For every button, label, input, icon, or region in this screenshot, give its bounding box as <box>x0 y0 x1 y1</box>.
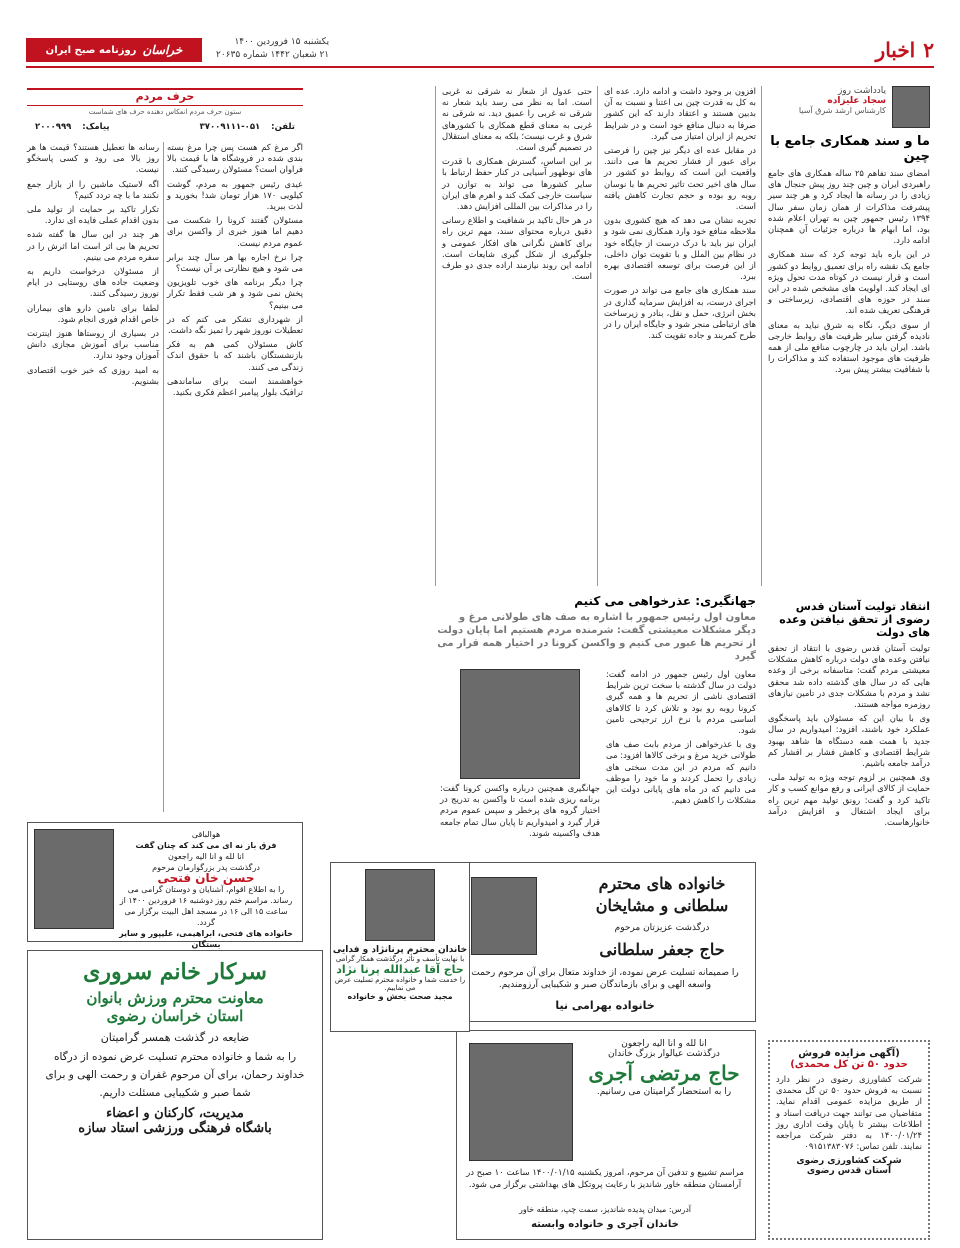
people-message: اگه لاستیک ماشین را از بازار جمع نکنند ما با چه تردد کنیم؟ <box>27 178 159 200</box>
phone-number: ۰۵۱-۳۷۰۰۹۱۱۱ <box>199 122 261 132</box>
jahangiri-paragraph: وی با عذرخواهی از مردم بابت صف های طولانی خرید مرغ و برخی کالاها افزود: می دانیم که مردم در این مدت سختی های زیادی را تحمل کردند و ما خود را موظف می دانیم که در ماه های پایانی دولت این مشکلات را کاهش دهیم. <box>606 739 756 806</box>
parinejad-signature: مجید صحت بخش و خانواده <box>347 992 453 1001</box>
ajori-signature: خاندان آجری و خانواده وابسته <box>531 1219 679 1230</box>
article-main-body <box>604 86 756 341</box>
people-message: خواهشمند است برای ساماندهی ترافیک بلوار پیامبر اعظم فکری بکنید. <box>167 375 303 398</box>
column-headline: ما و سند همکاری جامع با چین <box>770 134 930 164</box>
sms-number: ۲۰۰۰۹۹۹ <box>35 122 72 132</box>
astan-quds-paragraph: تولیت آستان قدس رضوی با انتقاد از تحقق نیافتن وعده های دولت درباره کاهش مشکلات معیشتی مردم گفت: متاسفانه برخی از وعده هایی که در سال های گذشته داده شد محقق نشد و مردم با مشکلات جدی در تامین نیازهای روزمره مواجه هستند. <box>768 643 930 710</box>
people-column-1 <box>167 142 303 812</box>
column-tag: یادداشت روز <box>837 86 886 96</box>
people-message: عیدی رئیس جمهور به مردم، گوشت کیلویی ۱۷۰ هزار تومان شد! بخورید و لذت ببرید. <box>167 178 303 212</box>
column-divider <box>597 86 598 586</box>
article-paragraph: افزون بر وجود داشت و ادامه دارد. عده ای به کل به قدرت چین بی اعتنا و نسبت به آن بدبین هستند و اعتقاد دارند که این کشور صرفا به دنبال منافع خود است و در شرایط تحریم از ایران امتیاز می گیرد. <box>604 86 756 141</box>
people-message: به امید روزی که خبر خوب اقتصادی بشنویم. <box>27 364 159 386</box>
parinejad-title: خاندان محترم پرنانژاد و فدایی <box>332 945 468 955</box>
date-line-1: یکشنبه ۱۵ فروردین ۱۴۰۰ <box>234 37 330 47</box>
people-message: از شهرداری تشکر می کنم که در تعطیلات نوروز شهر را تمیز نگه داشت. <box>167 313 303 336</box>
soltani-signature: خانواده بهرامی نیا <box>555 999 655 1012</box>
people-column-2 <box>27 142 159 812</box>
people-message: از مسئولان درخواست داریم به وضعیت جاده های روستایی در ایام نوروز رسیدگی کنند. <box>27 266 159 299</box>
jahangiri-body <box>606 669 756 842</box>
auction-body <box>770 1070 928 1156</box>
sms-contact <box>27 122 118 138</box>
masthead-right <box>876 36 934 64</box>
parinejad-line-2: را خدمت شما و خانواده محترم تسلیت عرض می نماییم. <box>334 976 466 992</box>
ad-auction <box>768 1040 930 1240</box>
people-message: اگر مرغ کم هست پس چرا مرغ بسته بندی شده در فروشگاه ها با قیمت بالا فراوان است؟ مسئولان رسیدگی کنند. <box>167 142 303 175</box>
jahangiri-body-extra <box>440 783 600 839</box>
column-divider <box>761 86 762 586</box>
people-messages-1 <box>167 142 303 398</box>
soltani-title-1: خانواده های محترم <box>598 874 726 893</box>
people-message: مسئولان گفتند کرونا را شکست می دهیم اما هنوز خبری از واکسن برای عموم مردم نیست. <box>167 215 303 248</box>
ajori-line-1: انا لله و انا الیه راجعون <box>621 1039 707 1049</box>
fathi-footer: خانواده های فتحی، ابراهیمی، علیپور و سایر بستگان <box>119 929 293 949</box>
column-paragraph: در این باره باید توجه کرد که سند همکاری جامع یک نقشه راه برای تعمیق روابط دو کشور است و قرار نیست در کوتاه مدت تحول ویژه ای ایجاد کند. اولویت های مشخص شده در این سند در حوزه های اقتصادی، زیرساختی و فرهنگی تعریف شده اند. <box>768 249 930 316</box>
article-paragraph: در هر حال تاکید بر شفافیت و اطلاع رسانی دقیق درباره محتوای سند، مهم ترین راه برای کاهش نگرانی های افکار عمومی و جلوگیری از شکل گیری شایعات است. ادامه این روند نیازمند اراده جدی دو طرف است. <box>442 215 592 282</box>
people-message: هر چند در این سال ها گفته شده تحریم ها بی اثر است اما اثرش را در سفره مردم می بینیم. <box>27 229 159 262</box>
people-messages-2 <box>27 142 159 387</box>
column-author-role: کارشناس ارشد شرق آسیا <box>798 106 886 115</box>
column-astan-quds <box>768 594 930 1034</box>
column-divider <box>163 142 164 812</box>
people-message: چرا دیگر برنامه های خوب تلویزیون پخش نمی شود و هر شب فقط تکرار می بینیم؟ <box>167 277 303 310</box>
ajori-line-4: مراسم تشییع و تدفین آن مرحوم، امروز یکشنبه ۱۴۰۰/۰۱/۱۵ ساعت ۱۰ صبح در آرامستان منطقه خاور شاندیز با رعایت پروتکل های بهداشتی برگزار می شود. <box>466 1168 744 1190</box>
soltani-line-1: درگذشت عزیزتان مرحوم <box>614 923 710 933</box>
ajori-line-2: درگذشت عیالوار بزرگ خاندان <box>608 1049 720 1059</box>
ad-parinejad <box>330 862 470 1032</box>
jahangiri-headline: معاون اول رئیس جمهور با اشاره به صف های طولانی مرغ و دیگر مشکلات معیشتی گفت: شرمنده مردم هستیم اما پایان دولت از تحریم ها عبور می کنیم و واکسن کرونا در اختیار همه قرار می گیرد <box>437 612 756 662</box>
people-message: در بسیاری از روستاها هنوز اینترنت مناسب برای آموزش مجازی دانش آموزان وجود ندارد. <box>27 328 159 361</box>
masthead-rule <box>26 66 934 68</box>
article-paragraph: در مقابل عده ای دیگر نیز چین را فرصتی برای عبور از فشار تحریم ها می دانند. واقعیت این است که روابط دو کشور در سال های اخیر تحت تاثیر تحریم ها با نوسان روبه رو بوده و حجم تجارت کاهش یافته است. <box>604 145 756 212</box>
sorouri-signature-2: باشگاه فرهنگی ورزشی استاد سازه <box>78 1121 272 1136</box>
astan-quds-paragraph: وی همچنین بر لزوم توجه ویژه به تولید ملی، حمایت از کالای ایرانی و رفع موانع کسب و کار تاکید کرد و گفت: رونق تولید مهم ترین راه برای ایجاد اشتغال و افزایش درآمد خانوارهاست. <box>768 772 930 828</box>
sorouri-signature-1: مدیریت، کارکنان و اعضاء <box>106 1106 244 1121</box>
ajori-photo <box>469 1043 573 1161</box>
brand-box <box>26 38 202 62</box>
column-article-second <box>442 86 592 586</box>
people-contact-bar <box>27 122 303 138</box>
ad-fathi <box>27 822 303 949</box>
sms-label: پیامک: <box>82 122 110 132</box>
article-second-body <box>442 86 592 282</box>
author-photo <box>892 86 930 128</box>
auction-signature-1: شرکت کشاورزی رضوی <box>796 1156 902 1167</box>
article-jahangiri <box>436 594 756 854</box>
jahangiri-paragraph: جهانگیری همچنین درباره واکسن کرونا گفت: برنامه ریزی شده است تا واکسن به تدریج در اختیار گروه های پرخطر و سپس عموم مردم قرار گیرد و امیدواریم تا پایان سال تمام جامعه هدف واکسینه شوند. <box>440 783 600 838</box>
people-section-title: حرف مردم <box>27 88 303 106</box>
ajori-line-3: را به استحضار گرامیتان می رسانیم. <box>596 1087 732 1097</box>
article-paragraph: سند همکاری های جامع می تواند در صورت اجرای درست، به افزایش سرمایه گذاری در بخش انرژی، حمل و نقل، بنادر و زیرساخت های ارتباطی منجر شود و جایگاه ایران را در طرح کمربند و جاده تقویت کند. <box>604 285 756 341</box>
auction-text: شرکت کشاورزی رضوی در نظر دارد نسبت به فروش حدود ۵۰ تن گل محمدی از طریق مزایده عمومی اقدام نماید. متقاضیان می توانند جهت دریافت اسناد و اطلاعات بیشتر تا پایان وقت اداری روز ۱۴۰۰/۰۱/۲۴ به دفتر شرکت مراجعه نمایند. تلفن تماس: <box>776 1074 922 1152</box>
people-message: چرا نرخ اجاره بها هر سال چند برابر می شود و هیچ نظارتی بر آن نیست؟ <box>167 251 303 274</box>
article-paragraph: بر این اساس، گسترش همکاری با قدرت های نوظهور آسیایی در کنار حفظ ارتباط با سایر کشورها می تواند به توازن در سیاست خارجی کمک کند و اهرم های ایران را در مذاکرات بین المللی افزایش دهد. <box>442 156 592 212</box>
ad-sorouri <box>27 950 323 1240</box>
fathi-photo <box>34 829 114 929</box>
section-title: اخبار <box>875 38 916 62</box>
astan-quds-paragraph: وی با بیان این که مسئولان باید پاسخگوی عملکرد خود باشند، افزود: امیدواریم در سال جدید با همت همه دستگاه ها شاهد بهبود شرایط اقتصادی و کاهش فشار بر اقشار کم درآمد جامعه باشیم. <box>768 713 930 769</box>
brand-tagline: روزنامه صبح ایران <box>45 44 137 56</box>
fathi-line-3: انا لله و انا الیه راجعون <box>168 852 244 861</box>
column-paragraph: از سوی دیگر، نگاه به شرق نباید به معنای نادیده گرفتن سایر ظرفیت های روابط خارجی باشد. ایران باید در چارچوب منافع ملی از همه ظرفیت های موجود استفاده کند و مذاکرات را با شفافیت بیشتر پیش ببرد. <box>768 319 930 375</box>
soltani-photo <box>471 877 537 955</box>
people-message: رسانه ها تعطیل هستند؟ قیمت ها هر روز بالا می رود و کسی پاسخگو نیست. <box>27 142 159 175</box>
phone-label: تلفن: <box>271 122 295 132</box>
fathi-line-4: درگذشت پدر بزرگوارمان مرحوم <box>152 863 260 872</box>
people-message: کاش مسئولان کمی هم به فکر بازنشستگان باشند که با حقوق اندک زندگی می کنند. <box>167 339 303 372</box>
auction-signature-2: آستان قدس رضوی <box>806 1166 892 1177</box>
masthead <box>26 36 934 64</box>
phone-contact <box>192 122 303 138</box>
ajori-name: حاج مرتضی آجری <box>588 1061 740 1085</box>
people-message: تکرار تاکید بر حمایت از تولید ملی بدون اقدام عملی فایده ای ندارد. <box>27 204 159 226</box>
date-line-2: ۲۱ شعبان ۱۴۴۲ شماره ۲۰۶۳۵ <box>216 50 330 60</box>
people-section-subtitle: ستون حرف مردم انعکاس دهنده حرف های شماست <box>88 108 242 116</box>
jahangiri-kicker: جهانگیری: عذرخواهی می کنیم <box>574 594 756 608</box>
parinejad-photo <box>365 869 435 941</box>
column-body <box>768 168 930 376</box>
column-divider <box>435 86 436 586</box>
ad-ajori <box>456 1030 756 1240</box>
fathi-line-2: فرق باز نه ای می کند که چنان گفت <box>135 841 277 850</box>
astan-quds-body <box>768 643 930 828</box>
sorouri-title: سرکار خانم سروری <box>83 959 267 985</box>
fathi-name: حسن خان فتحی <box>157 871 255 885</box>
column-paragraph: امضای سند تفاهم ۲۵ ساله همکاری های جامع راهبردی ایران و چین چند روز پیش جنجال های زیادی را در رسانه ها ایجاد کرد و هر چند سیر پیشرفت مذاکرات از همان زمان سفر سال ۱۳۹۴ رئیس جمهور چین به تهران اعلام شده بود، اما ابهام ها درباره جزئیات آن همچنان ادامه دارد. <box>768 168 930 246</box>
sorouri-line-1: ضایعه در گذشت همسر گرامیتان <box>100 1031 250 1044</box>
auction-phone: ۰۹۱۵۱۳۸۳۰۷۶ <box>804 1141 854 1152</box>
article-paragraph: حتی عدول از شعار نه شرقی نه غربی است. اما به نظر می رسد باید شعار نه شرقی نه غربی را عمیق دید. نه شرقی نه غربی به معنای قطع همکاری با کشورهای شرق و غرب نیست؛ بلکه به معنای استقلال در تصمیم گیری است. <box>442 86 592 153</box>
jahangiri-paragraph: معاون اول رئیس جمهور در ادامه گفت: دولت در سال گذشته با سخت ترین شرایط اقتصادی ناشی از تحریم ها و همه گیری کرونا روبه رو بود و تلاش کرد تا کالاهای اساسی مردم با نرخ ارز ترجیحی تامین شود. <box>606 669 756 736</box>
auction-subtitle: حدود ۵۰ تن کل محمدی) <box>790 1059 908 1070</box>
parinejad-line-1: با نهایت تأسف و تأثر درگذشت همکار گرامی <box>335 955 465 963</box>
fathi-line-5: را به اطلاع اقوام، آشنایان و دوستان گرامی می رساند. مراسم ختم روز دوشنبه ۱۶ فروردین ۱۴۰۰ از ساعت ۱۵ الی ۱۶ در مسجد اهل البیت برگزار می گردد. <box>119 885 293 927</box>
sorouri-line-2: را به شما و خانواده محترم تسلیت عرض نموده از درگاه خداوند رحمان، برای آن مرحوم غفران و رحمت الهی و برای شما صبر و شکیبایی مسئلت داریم. <box>45 1051 305 1099</box>
ajori-line-5: آدرس: میدان پدیده شاندیز، سمت چپ، منطقه خاور <box>518 1205 691 1214</box>
ad-soltani <box>456 862 756 1022</box>
people-message: لطفا برای تامین دارو های بیماران خاص اقدام فوری انجام شود. <box>27 302 159 324</box>
fathi-line-1: هوالباقی <box>191 830 221 839</box>
parinejad-name: حاج آقا عبدالله پرنا نژاد <box>336 963 464 976</box>
column-article-main <box>604 86 756 586</box>
astan-quds-headline: انتقاد تولیت آستان قدس رضوی از تحقق نیافتن وعده های دولت <box>779 600 930 639</box>
jahangiri-photo <box>460 669 580 779</box>
sorouri-subtitle-2: استان خراسان رضوی <box>106 1007 244 1025</box>
soltani-title-2: سلطانی و مشایخان <box>595 896 729 915</box>
column-author: سجاد علیزاده <box>827 96 886 106</box>
sorouri-subtitle-1: معاونت محترم ورزش بانوان <box>86 989 264 1007</box>
brand-name: خراسان <box>142 43 183 57</box>
column-note-header <box>768 86 930 128</box>
column-note <box>768 86 930 586</box>
masthead-dates <box>216 36 329 62</box>
soltani-line-2: را صمیمانه تسلیت عرض نموده، از خداوند متعال برای آن مرحوم رحمت واسعه الهی و برای بازماندگان صبر و شکیبایی آرزومندیم. <box>471 968 739 990</box>
soltani-name: حاج جعفر سلطانی <box>599 940 725 959</box>
article-paragraph: تجربه نشان می دهد که هیچ کشوری بدون ملاحظه منافع خود وارد همکاری نمی شود و ایران نیز باید با درک درست از جایگاه خود در نظام بین الملل و با تقویت توان داخلی، از این فرصت برای توسعه اقتصادی بهره ببرد. <box>604 215 756 282</box>
auction-title: (آگهی مزایده فروش <box>798 1048 900 1059</box>
page-number: ۲ <box>923 38 934 62</box>
